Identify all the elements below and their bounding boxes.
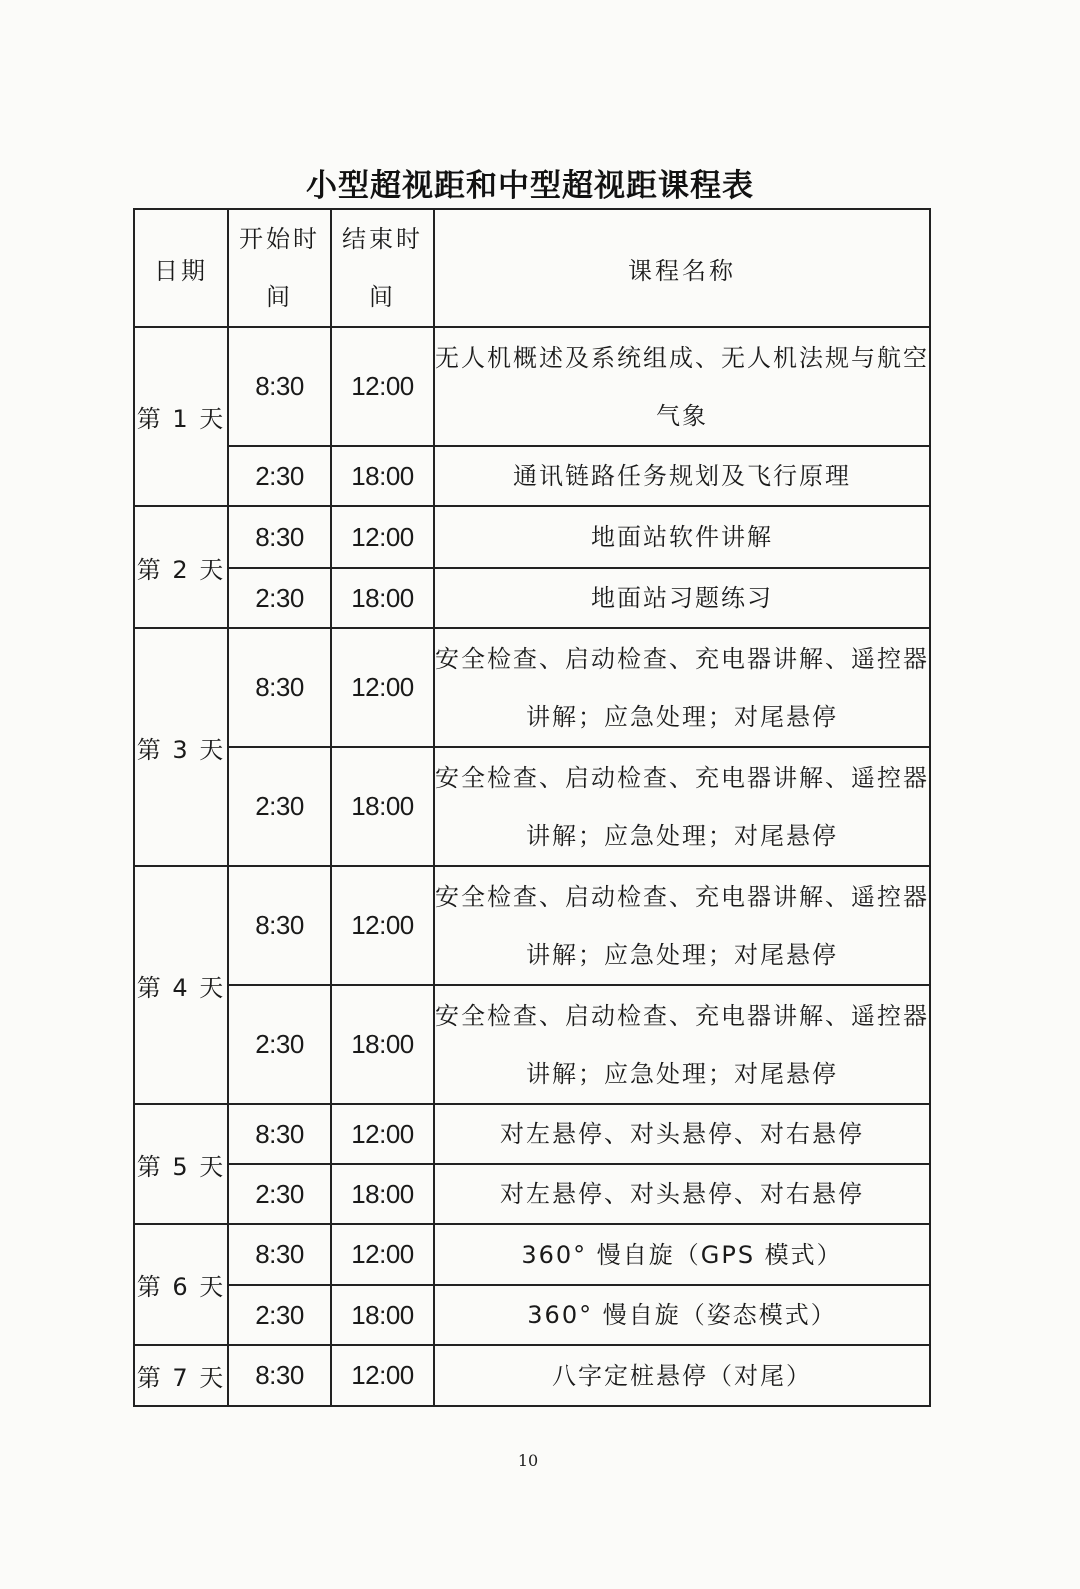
table-row — [134, 866, 930, 985]
course-name-cell: 对左悬停、对头悬停、对右悬停 — [434, 1164, 930, 1224]
day-cell: 第 4 天 — [134, 866, 228, 1104]
course-name-cell: 安全检查、启动检查、充电器讲解、遥控器讲解；应急处理；对尾悬停 — [434, 866, 930, 985]
table-row — [134, 1224, 930, 1285]
header-start-time: 开始时间 — [228, 209, 331, 327]
header-end-time: 结束时间 — [331, 209, 434, 327]
end-time-cell: 12:00 — [331, 327, 434, 446]
end-time-cell: 18:00 — [331, 747, 434, 866]
course-name-cell: 安全检查、启动检查、充电器讲解、遥控器讲解；应急处理；对尾悬停 — [434, 985, 930, 1104]
course-name-cell: 通讯链路任务规划及飞行原理 — [434, 446, 930, 506]
table-row — [134, 1345, 930, 1406]
table-row — [134, 985, 930, 1104]
table-row — [134, 1164, 930, 1224]
page-number: 10 — [517, 1451, 539, 1470]
table-row — [134, 1104, 930, 1164]
start-time-cell: 8:30 — [228, 628, 331, 747]
page-title: 小型超视距和中型超视距课程表 — [306, 168, 754, 204]
end-time-cell: 18:00 — [331, 985, 434, 1104]
course-name-cell: 360° 慢自旋（GPS 模式） — [434, 1224, 930, 1285]
course-name-cell: 地面站软件讲解 — [434, 506, 930, 568]
end-time-cell: 12:00 — [331, 628, 434, 747]
end-time-cell: 12:00 — [331, 1104, 434, 1164]
day-cell: 第 6 天 — [134, 1224, 228, 1345]
table-row — [134, 506, 930, 568]
course-name-cell: 安全检查、启动检查、充电器讲解、遥控器讲解；应急处理；对尾悬停 — [434, 747, 930, 866]
start-time-cell: 8:30 — [228, 1224, 331, 1285]
end-time-cell: 12:00 — [331, 1345, 434, 1406]
table-row — [134, 568, 930, 628]
course-name-cell: 八字定桩悬停（对尾） — [434, 1345, 930, 1406]
end-time-cell: 18:00 — [331, 1164, 434, 1224]
end-time-cell: 18:00 — [331, 568, 434, 628]
start-time-cell: 8:30 — [228, 1345, 331, 1406]
start-time-cell: 8:30 — [228, 327, 331, 446]
table-row — [134, 747, 930, 866]
day-cell: 第 5 天 — [134, 1104, 228, 1224]
day-cell: 第 2 天 — [134, 506, 228, 628]
header-row — [134, 209, 930, 327]
end-time-cell: 12:00 — [331, 1224, 434, 1285]
day-cell: 第 7 天 — [134, 1345, 228, 1406]
course-name-cell: 对左悬停、对头悬停、对右悬停 — [434, 1104, 930, 1164]
course-name-cell: 无人机概述及系统组成、无人机法规与航空气象 — [434, 327, 930, 446]
course-name-cell: 地面站习题练习 — [434, 568, 930, 628]
end-time-cell: 18:00 — [331, 1285, 434, 1345]
end-time-cell: 18:00 — [331, 446, 434, 506]
day-cell: 第 1 天 — [134, 327, 228, 506]
start-time-cell: 2:30 — [228, 1164, 331, 1224]
start-time-cell: 2:30 — [228, 568, 331, 628]
end-time-cell: 12:00 — [331, 866, 434, 985]
header-course-name: 课程名称 — [434, 209, 930, 327]
table-row — [134, 628, 930, 747]
end-time-cell: 12:00 — [331, 506, 434, 568]
course-name-cell: 安全检查、启动检查、充电器讲解、遥控器讲解；应急处理；对尾悬停 — [434, 628, 930, 747]
course-schedule-table — [133, 208, 931, 1407]
start-time-cell: 2:30 — [228, 747, 331, 866]
table-row — [134, 1285, 930, 1345]
table-row — [134, 327, 930, 446]
start-time-cell: 8:30 — [228, 1104, 331, 1164]
start-time-cell: 2:30 — [228, 985, 331, 1104]
table-row — [134, 446, 930, 506]
course-name-cell: 360° 慢自旋（姿态模式） — [434, 1285, 930, 1345]
start-time-cell: 8:30 — [228, 506, 331, 568]
start-time-cell: 2:30 — [228, 1285, 331, 1345]
start-time-cell: 2:30 — [228, 446, 331, 506]
day-cell: 第 3 天 — [134, 628, 228, 866]
start-time-cell: 8:30 — [228, 866, 331, 985]
header-date: 日期 — [134, 209, 228, 327]
